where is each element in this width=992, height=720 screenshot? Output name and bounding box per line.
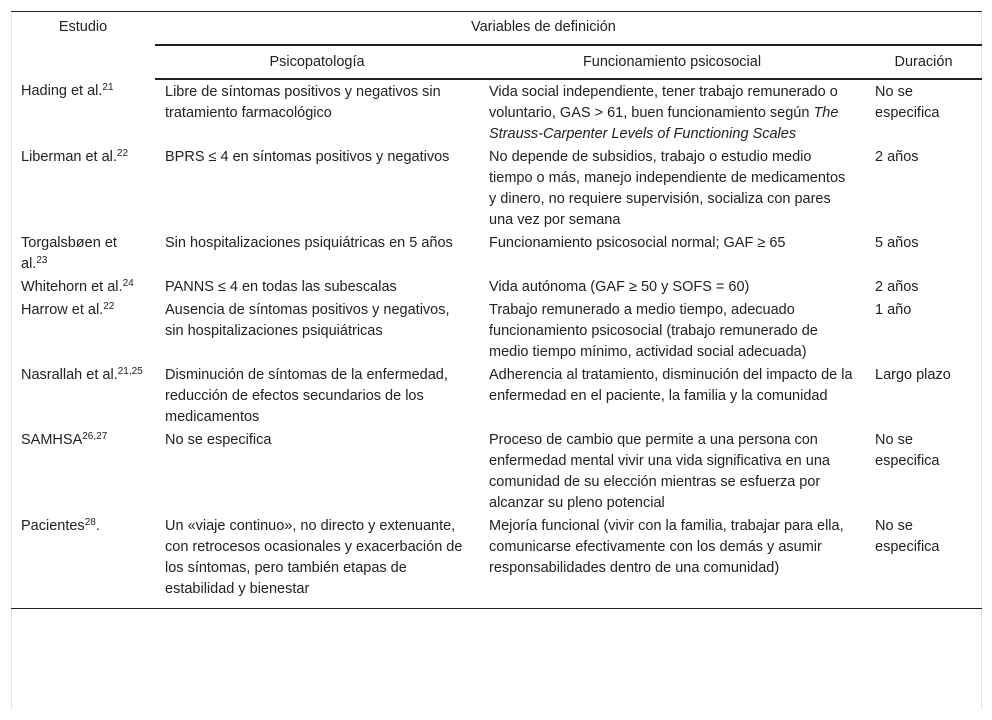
table-row xyxy=(11,145,982,231)
cell-funcionamiento xyxy=(479,275,865,298)
cell-estudio xyxy=(11,231,155,275)
study-suffix: . xyxy=(95,518,100,534)
cell-duracion: No se especifica xyxy=(875,432,940,469)
cell-funcionamiento xyxy=(479,298,865,363)
study-name: Nasrallah et al. xyxy=(21,367,118,383)
table-row xyxy=(11,298,982,363)
study-name: Liberman et al. xyxy=(21,149,117,165)
cell-psicopatologia: Un «viaje continuo», no directo y extenuante, con retrocesos ocasionales y exacerbación de los síntomas, pero también etapas de estabilidad y bienestar xyxy=(155,514,479,609)
cell-estudio xyxy=(11,514,155,609)
cell-duracion: 5 años xyxy=(875,235,919,251)
cell-estudio xyxy=(11,298,155,363)
header-duracion: Duración xyxy=(865,45,982,79)
study-name: Pacientes xyxy=(21,518,85,534)
table-row xyxy=(11,231,982,275)
header-variables-de-definicion: Variables de definición xyxy=(155,12,982,46)
table-row xyxy=(11,275,982,298)
cell-funcionamiento xyxy=(479,428,865,514)
cell-psicopatologia: BPRS ≤ 4 en síntomas positivos y negativos xyxy=(165,149,450,165)
funcionamiento-text: Vida social independiente, tener trabajo remunerado o voluntario, GAS > 61, buen funcionamiento según xyxy=(489,84,838,121)
reference-superscript: 21,25 xyxy=(117,366,143,377)
cell-duracion: 1 año xyxy=(875,302,912,318)
funcionamiento-text: Adherencia al tratamiento, disminución del impacto de la enfermedad en el paciente, la familia y la comunidad xyxy=(489,367,853,404)
reference-superscript: 23 xyxy=(36,255,48,266)
cell-funcionamiento xyxy=(479,145,865,231)
cell-psicopatologia: Libre de síntomas positivos y negativos sin tratamiento farmacológico xyxy=(165,84,441,121)
reference-superscript: 21 xyxy=(102,82,114,93)
cell-duracion: No se especifica xyxy=(875,84,940,121)
table-row xyxy=(11,79,982,145)
cell-duracion: 2 años xyxy=(875,149,919,165)
cell-duracion: 2 años xyxy=(875,279,919,295)
cell-psicopatologia: Sin hospitalizaciones psiquiátricas en 5 años xyxy=(165,235,453,251)
table-row xyxy=(11,428,982,514)
funcionamiento-text: Funcionamiento psicosocial normal; GAF ≥ 65 xyxy=(489,235,786,251)
cell-estudio xyxy=(11,145,155,231)
funcionamiento-text: Proceso de cambio que permite a una persona con enfermedad mental vivir una vida significativa en una comunidad de su elección mientras se esfuerza por alcanzar su pleno potencial xyxy=(489,432,830,511)
header-psicopatologia: Psicopatología xyxy=(155,45,479,79)
cell-psicopatologia: Ausencia de síntomas positivos y negativos, sin hospitalizaciones psiquiátricas xyxy=(165,302,450,339)
table-body xyxy=(11,79,982,609)
cell-funcionamiento xyxy=(479,514,865,609)
reference-superscript: 22 xyxy=(103,301,115,312)
cell-estudio xyxy=(11,79,155,145)
reference-superscript: 22 xyxy=(116,148,129,159)
cell-duracion: Largo plazo xyxy=(875,367,951,383)
funcionamiento-text: Trabajo remunerado a medio tiempo, adecuado funcionamiento psicosocial (trabajo remunerado de medio tiempo mínimo, actividad social adecuada) xyxy=(489,302,818,360)
cell-psicopatologia: Disminución de síntomas de la enfermedad, reducción de efectos secundarios de los medicamentos xyxy=(165,367,448,425)
cell-psicopatologia: No se especifica xyxy=(165,432,272,448)
study-name: Harrow et al. xyxy=(21,302,104,318)
recovery-definitions-table xyxy=(11,11,982,609)
funcionamiento-text: Mejoría funcional (vivir con la familia, trabajar para ella, comunicarse efectivamente con los demás y asumir responsabilidades dentro de una comunidad) xyxy=(489,518,844,576)
header-estudio: Estudio xyxy=(11,12,155,80)
funcionamiento-text: No depende de subsidios, trabajo o estudio medio tiempo o más, manejo independiente de medicamentos y dinero, no requiere supervisión, socializa con pares una vez por semana xyxy=(489,149,846,228)
cell-psicopatologia: PANNS ≤ 4 en todas las subescalas xyxy=(165,279,397,295)
study-name: Hading et al. xyxy=(21,83,103,99)
scale-name: The Strauss-Carpenter Levels of Functioning Scales xyxy=(489,105,839,142)
reference-superscript: 24 xyxy=(122,278,134,289)
reference-superscript: 26,27 xyxy=(82,431,108,442)
study-name: Whitehorn et al. xyxy=(21,279,123,295)
cell-funcionamiento xyxy=(479,79,865,145)
cell-estudio xyxy=(11,275,155,298)
cell-duracion: No se especifica xyxy=(865,514,982,609)
funcionamiento-text: Vida autónoma (GAF ≥ 50 y SOFS = 60) xyxy=(489,279,750,295)
header-funcionamiento: Funcionamiento psicosocial xyxy=(479,45,865,79)
table-row xyxy=(11,514,982,609)
cell-estudio xyxy=(11,428,155,514)
header-row-sub xyxy=(11,45,982,79)
cell-estudio xyxy=(11,363,155,428)
cell-funcionamiento xyxy=(479,363,865,428)
header-row-group xyxy=(11,12,982,46)
reference-superscript: 28 xyxy=(84,517,96,528)
study-name: Torgalsbøen et al. xyxy=(21,235,117,272)
table-row xyxy=(11,363,982,428)
cell-funcionamiento xyxy=(479,231,865,275)
study-name: SAMHSA xyxy=(21,432,83,448)
